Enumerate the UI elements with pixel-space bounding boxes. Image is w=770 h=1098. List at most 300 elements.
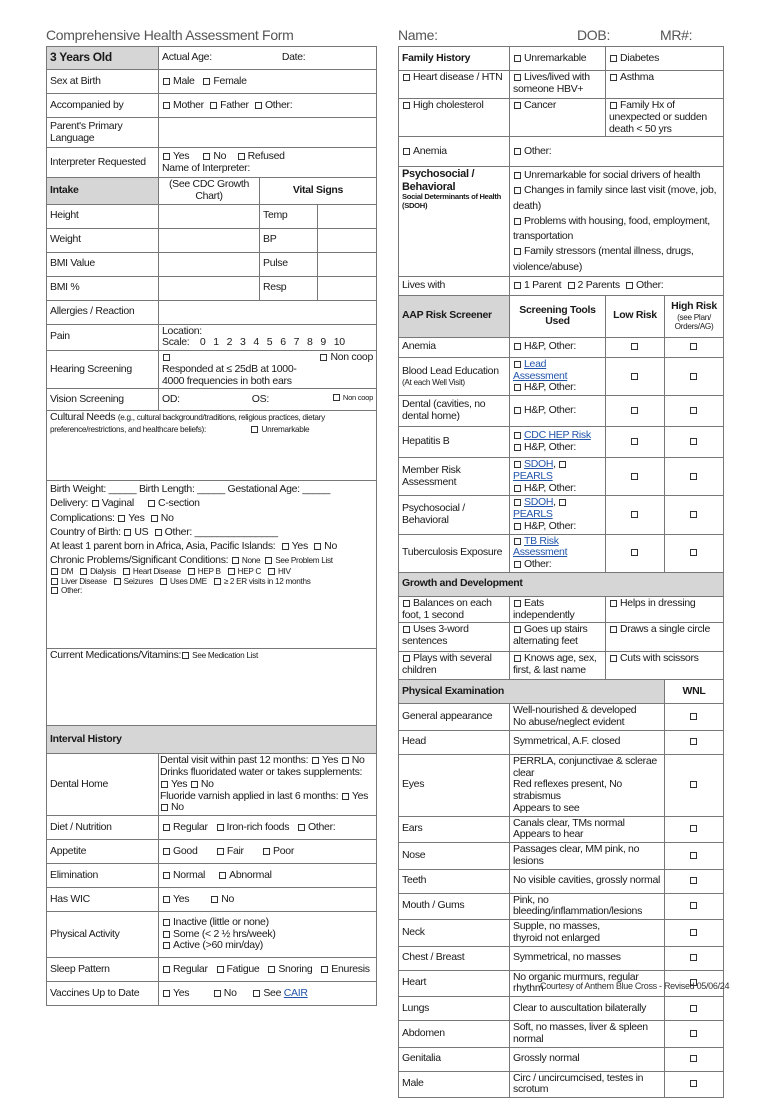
bp-field[interactable] — [318, 228, 377, 252]
hearing-noncoop-checkbox[interactable] — [320, 354, 327, 361]
sleep-label: Sleep Pattern — [47, 958, 159, 982]
cair-link[interactable]: CAIR — [283, 986, 308, 999]
fluoride-water-yes[interactable] — [161, 781, 168, 788]
diet-regular-checkbox[interactable] — [163, 824, 170, 831]
interval-history-header: Interval History — [47, 726, 377, 754]
africa-yes-label: Yes — [291, 539, 308, 552]
pe-male-label: Male — [399, 1071, 510, 1098]
psych-sdoh-link[interactable]: SDOH — [524, 496, 554, 509]
elim-normal-label: Normal — [173, 868, 206, 881]
fh-cancer-label: Cancer — [524, 99, 557, 111]
two-parents-label: 2 Parents — [577, 278, 620, 291]
elim-abnormal-label: Abnormal — [229, 868, 272, 881]
date-label: Date: — [281, 51, 306, 64]
gd-scissors-checkbox[interactable] — [610, 655, 617, 662]
dental-home-label: Dental Home — [47, 754, 159, 816]
snoring-checkbox[interactable] — [268, 966, 275, 973]
pe-lungs-text: Clear to auscultation bilaterally — [510, 997, 665, 1021]
country-label: Country of Birth: — [50, 525, 121, 538]
mra-hp-label: H&P, Other: — [524, 481, 576, 494]
os-label: OS: — [251, 392, 269, 405]
hearing-label: Hearing Screening — [47, 351, 159, 389]
gd-balances-label: Balances on each foot, 1 second — [402, 596, 492, 621]
cdc-growth-note: (See CDC Growth Chart) — [159, 178, 260, 205]
aap-tb-label: Tuberculosis Exposure — [402, 546, 503, 559]
family-history-header: Family History — [399, 47, 510, 71]
csection-checkbox[interactable] — [148, 500, 155, 507]
cdc-hep-link[interactable]: CDC HEP Risk — [524, 429, 591, 442]
pe-teeth-wnl[interactable] — [690, 877, 697, 884]
name-label: Name: — [398, 27, 438, 43]
one-parent-checkbox[interactable] — [514, 282, 521, 289]
dme-checkbox[interactable] — [160, 578, 167, 585]
see-problem-list-checkbox[interactable] — [265, 557, 272, 564]
some-activity-label: Some (< 2 ½ hrs/week) — [173, 927, 276, 940]
pe-abdomen-label: Abdomen — [399, 1021, 510, 1048]
fh-hbv-checkbox[interactable] — [514, 74, 521, 81]
sdoh-label: Social Determinants of Health (SDOH) — [402, 191, 501, 210]
vaccines-label: Vaccines Up to Date — [47, 982, 159, 1006]
dental-visit-yes[interactable] — [312, 757, 319, 764]
intake-header: Intake — [47, 178, 159, 205]
cultural-needs-title: Cultural Needs — [50, 411, 116, 424]
dme-label: Uses DME — [170, 576, 207, 586]
interp-name-label: Name of Interpreter: — [162, 161, 250, 174]
resp-label: Resp — [260, 276, 318, 300]
aap-mra-low-checkbox[interactable] — [631, 473, 638, 480]
psych-problems-checkbox[interactable] — [514, 218, 521, 225]
active-checkbox[interactable] — [163, 942, 170, 949]
gd-circle-label: Draws a single circle — [620, 623, 710, 636]
us-checkbox[interactable] — [124, 529, 131, 536]
snoring-label: Snoring — [278, 962, 313, 975]
see-med-list-checkbox[interactable] — [182, 652, 189, 659]
gd-scissors-label: Cuts with scissors — [620, 652, 699, 665]
pe-chest-label: Chest / Breast — [399, 946, 510, 970]
elim-normal-checkbox[interactable] — [163, 872, 170, 879]
meds-label: Current Medications/Vitamins: — [50, 649, 182, 662]
hiv-label: HIV — [277, 567, 291, 577]
aap-anemia-high-checkbox[interactable] — [690, 343, 697, 350]
aap-anemia-tool-checkbox[interactable] — [514, 343, 521, 350]
pe-genitalia-label: Genitalia — [399, 1047, 510, 1071]
pe-male-wnl[interactable] — [690, 1080, 697, 1087]
pe-teeth-label: Teeth — [399, 869, 510, 893]
tb-other-checkbox[interactable] — [514, 561, 521, 568]
diet-iron-label: Iron-rich foods — [226, 820, 290, 833]
pe-genitalia-text: Grossly normal — [510, 1047, 665, 1071]
psych-changes-checkbox[interactable] — [514, 187, 521, 194]
gd-knows-checkbox[interactable] — [514, 655, 521, 662]
chronic-items-row2 — [50, 577, 373, 586]
pe-abdomen-wnl[interactable] — [690, 1030, 697, 1037]
active-label: Active (>60 min/day) — [173, 939, 263, 952]
aap-psych-low-checkbox[interactable] — [631, 511, 638, 518]
psych-unremarkable-checkbox[interactable] — [514, 172, 521, 179]
csection-label: C-section — [158, 497, 200, 510]
gd-knows-label: Knows age, sex, first, & last name — [513, 652, 597, 677]
cultural-unremarkable-checkbox[interactable] — [251, 426, 258, 433]
appetite-fair-checkbox[interactable] — [217, 848, 224, 855]
elim-abnormal-checkbox[interactable] — [219, 872, 226, 879]
fh-asthma-checkbox[interactable] — [610, 74, 617, 81]
psychosocial-title: Psychosocial / Behavioral — [402, 168, 475, 193]
dental-visit-yes-label: Yes — [321, 754, 339, 767]
pulse-label: Pulse — [260, 252, 318, 276]
screening-tools-header: Screening Tools Used — [510, 295, 606, 337]
pe-nose-text: Passages clear, MM pink, no lesions — [510, 843, 665, 870]
fluoride-water-no[interactable] — [191, 781, 198, 788]
dental-visit-text: Dental visit within past 12 months: — [160, 754, 309, 767]
footer-credit: Courtesy of Anthem Blue Cross - Revised 05/06/24 — [540, 981, 730, 991]
mr-label: MR#: — [660, 27, 693, 43]
mother-label: Mother — [173, 98, 204, 111]
wic-yes-checkbox[interactable] — [163, 896, 170, 903]
enuresis-label: Enuresis — [331, 962, 370, 975]
psych-hp-checkbox[interactable] — [514, 523, 521, 530]
complications-yes-checkbox[interactable] — [118, 515, 125, 522]
pe-ears-text: Canals clear, TMs normal Appears to hear — [510, 816, 665, 843]
right-form-table: Family History Unremarkable Diabetes Heart disease / HTN Lives/lived with someone HBV+ Asthma High cholesterol Cancer Family Hx of unexpected or sudden death < 50 yrs Anemia Other: Psychosocial / Behavioral Social Determinants of Health (SDOH) Unremarkable for social drivers of health Changes in family since last visit (move, job, death) Problems with housing, food, employment, transportation Family stressors (mental illness, drugs, violence/abuse) Lives with 1 Parent 2 Parents Other: AAP Risk Screener Screening Tools Used Low Risk High Risk (see Plan/ Orders/AG) Anemia H&P, Other: Blood Lead Education (At each Well Visit) Lead Assessment H&P, Other: Dental (cavities, no dental home) H&P, Other: Hepatitis B CDC HEP Risk H&P, Other: Member Risk Assessment SDOH, PEARLS H&P, Other: Psychosocial / Behavioral SDOH, PEARLS H&P, Other: Tuberculosis Exposure TB Risk Assessment Other: Growth and Development Balances on each foot, 1 second Eats independently Helps in dressing Uses 3-word sentences Goes up stairs alternating feet Draws a single circle Plays with several children Knows age, sex, first, & last name Cuts with scissors Physical Examination WNL General appearance Well-nourished & developed No abuse/neglect evident Head Symmetrical, A.F. closed Eyes PERRLA, conjunctivae & sclerae clear Red reflexes present, No strabismus Appears to see Ears Canals clear, TMs normal Appears to hear Nose Passages clear, MM pink, no lesions Teeth No visible cavities, grossly normal Mouth / Gums Pink, no bleeding/inflammation/lesions Neck Supple, no masses, thyroid not enlarged Chest / Breast Symmetrical, no masses Heart No organic murmurs, regular rhythm Lungs Clear to auscultation bilaterally Abdomen Soft, no masses, liver & spleen normal Genitalia Grossly normal Male Circ / uncircumcised, testes in scrotum — [398, 46, 724, 1098]
pe-head-text: Symmetrical, A.F. closed — [510, 730, 665, 754]
interp-yes-label: Yes — [173, 149, 190, 162]
chronic-none-checkbox[interactable] — [232, 557, 239, 564]
fh-sudden-death-checkbox[interactable] — [610, 102, 617, 109]
varnish-yes-label: Yes — [351, 789, 369, 802]
gd-dressing-label: Helps in dressing — [620, 596, 696, 609]
fh-chol-checkbox[interactable] — [403, 102, 410, 109]
od-label: OD: — [162, 392, 180, 405]
vision-noncoop-checkbox[interactable] — [333, 394, 340, 401]
weight-field[interactable] — [159, 228, 260, 252]
vaccines-yes-checkbox[interactable] — [163, 990, 170, 997]
gd-balances-checkbox[interactable] — [403, 600, 410, 607]
aap-dental-tool-label: H&P, Other: — [524, 404, 576, 417]
pe-ears-wnl[interactable] — [690, 825, 697, 832]
accomp-other-label: Other: — [264, 98, 293, 111]
pain-scale[interactable]: Scale: 0 1 2 3 4 5 6 7 8 9 10 — [162, 336, 345, 349]
aap-anemia-tool-label: H&P, Other: — [524, 340, 576, 353]
diet-label: Diet / Nutrition — [47, 816, 159, 840]
cdc-hep-checkbox[interactable] — [514, 432, 521, 439]
male-checkbox[interactable] — [163, 78, 170, 85]
interp-yes-checkbox[interactable] — [163, 153, 170, 160]
chronic-other-checkbox[interactable] — [51, 587, 58, 594]
aap-psych-label: Psychosocial / Behavioral — [402, 502, 465, 526]
aap-mra-high-checkbox[interactable] — [690, 473, 697, 480]
inactive-checkbox[interactable] — [163, 919, 170, 926]
pulse-field[interactable] — [318, 252, 377, 276]
diet-other-checkbox[interactable] — [298, 824, 305, 831]
interp-no-checkbox[interactable] — [203, 153, 210, 160]
pe-general-wnl[interactable] — [690, 713, 697, 720]
aap-hepb-hp-checkbox[interactable] — [514, 444, 521, 451]
interp-refused-checkbox[interactable] — [238, 153, 245, 160]
er-visits-checkbox[interactable] — [214, 578, 221, 585]
wnl-header: WNL — [665, 680, 724, 704]
form-title: Comprehensive Health Assessment Form — [46, 27, 294, 43]
hepb-checkbox[interactable] — [188, 568, 195, 575]
accomp-other-checkbox[interactable] — [255, 102, 262, 109]
africa-no-label: No — [324, 539, 337, 552]
varnish-yes[interactable] — [342, 793, 349, 800]
two-parents-checkbox[interactable] — [568, 282, 575, 289]
interpreter-label: Interpreter Requested — [47, 148, 159, 178]
mother-checkbox[interactable] — [163, 102, 170, 109]
bmi-pct-label: BMI % — [47, 276, 159, 300]
pe-eyes-wnl[interactable] — [690, 781, 697, 788]
aap-lead-label: Blood Lead Education — [402, 364, 499, 377]
hearing-text: Responded at ≤ 25dB at 1000-4000 frequencies in both ears — [162, 362, 297, 387]
dob-label: DOB: — [577, 27, 611, 43]
allergies-field[interactable] — [159, 300, 377, 324]
appetite-label: Appetite — [47, 840, 159, 864]
fluoride-water-yes-label: Yes — [171, 777, 188, 790]
psych-changes-label: Changes in family since last visit (move, job, death) — [513, 184, 717, 212]
diet-iron-checkbox[interactable] — [217, 824, 224, 831]
us-label: US — [134, 525, 149, 538]
chronic-title: Chronic Problems/Significant Conditions: — [50, 554, 229, 567]
dialysis-label: Dialysis — [90, 567, 116, 577]
hepc-checkbox[interactable] — [228, 568, 235, 575]
aap-psych-high-checkbox[interactable] — [690, 511, 697, 518]
mra-hp-checkbox[interactable] — [514, 485, 521, 492]
bmi-value-field[interactable] — [159, 252, 260, 276]
enuresis-checkbox[interactable] — [321, 966, 328, 973]
aap-member-risk-label: Member Risk Assessment — [402, 463, 461, 488]
fh-other-label: Other: — [524, 144, 552, 157]
pe-eyes-label: Eyes — [399, 754, 510, 816]
pe-head-label: Head — [399, 730, 510, 754]
sleep-regular-checkbox[interactable] — [163, 966, 170, 973]
hearing-responded-checkbox[interactable] — [163, 354, 170, 361]
diabetes-checkbox[interactable] — [610, 55, 617, 62]
hiv-checkbox[interactable] — [268, 568, 275, 575]
vaccines-no-checkbox[interactable] — [214, 990, 221, 997]
appetite-good-label: Good — [173, 844, 198, 857]
actual-age-label: Actual Age: — [162, 51, 212, 64]
interp-refused-label: Refused — [247, 149, 285, 162]
mra-sdoh-checkbox[interactable] — [514, 461, 521, 468]
lead-assessment-link[interactable]: Lead Assessment — [513, 357, 568, 382]
male-label: Male — [173, 74, 195, 87]
pe-head-wnl[interactable] — [690, 738, 697, 745]
varnish-no-label: No — [171, 801, 184, 814]
pe-neck-label: Neck — [399, 920, 510, 947]
aap-dental-label: Dental (cavities, no dental home) — [402, 398, 486, 423]
high-risk-header: High Risk — [671, 299, 717, 312]
pe-chest-wnl[interactable] — [690, 954, 697, 961]
some-activity-checkbox[interactable] — [163, 931, 170, 938]
delivery-label: Delivery: — [50, 497, 89, 510]
wic-no-checkbox[interactable] — [211, 896, 218, 903]
pe-heart-text: No organic murmurs, regular rhythm — [510, 970, 665, 997]
fh-cancer-checkbox[interactable] — [514, 102, 521, 109]
pe-nose-label: Nose — [399, 843, 510, 870]
pe-nose-wnl[interactable] — [690, 852, 697, 859]
mra-pearls-checkbox[interactable] — [559, 461, 566, 468]
pe-neck-text: Supple, no masses, thyroid not enlarged — [510, 920, 665, 947]
gd-plays-label: Plays with several children — [402, 652, 492, 677]
er-visits-label: ≥ 2 ER visits in 12 months — [223, 576, 311, 586]
fluoride-varnish-text: Fluoride varnish applied in last 6 months: — [160, 789, 339, 802]
aap-tb-low-checkbox[interactable] — [631, 549, 638, 556]
aap-lead-hp-checkbox[interactable] — [514, 384, 521, 391]
dental-visit-no-label: No — [351, 754, 365, 767]
vision-label: Vision Screening — [47, 389, 159, 411]
tb-risk-checkbox[interactable] — [514, 538, 521, 545]
elimination-label: Elimination — [47, 864, 159, 888]
gd-dressing-checkbox[interactable] — [610, 600, 617, 607]
aap-anemia-label: Anemia — [402, 340, 436, 353]
pe-ears-label: Ears — [399, 816, 510, 843]
fatigue-label: Fatigue — [226, 962, 260, 975]
pe-heart-label: Heart — [399, 970, 510, 997]
gd-eats-label: Eats independently — [513, 596, 575, 621]
female-checkbox[interactable] — [203, 78, 210, 85]
psych-stressors-label: Family stressors (mental illness, drugs, violence/abuse) — [513, 245, 694, 273]
father-checkbox[interactable] — [210, 102, 217, 109]
complications-no-checkbox[interactable] — [151, 515, 158, 522]
hearing-noncoop-label: Non coop — [330, 351, 373, 363]
aap-dental-low-checkbox[interactable] — [631, 407, 638, 414]
aap-hepb-low-checkbox[interactable] — [631, 438, 638, 445]
dm-label: DM — [61, 567, 74, 577]
lives-with-label: Lives with — [399, 276, 510, 295]
psych-stressors-checkbox[interactable] — [514, 248, 521, 255]
birth-line[interactable]: Birth Weight: _____ Birth Length: _____ Gestational Age: _____ — [50, 483, 331, 496]
fh-asthma-label: Asthma — [620, 71, 654, 83]
pe-male-text: Circ / uncircumcised, testes in scrotum — [510, 1071, 665, 1098]
pe-neck-wnl[interactable] — [690, 929, 697, 936]
diabetes-label: Diabetes — [620, 51, 660, 64]
sex-label: Sex at Birth — [47, 70, 159, 94]
aap-dental-tool-checkbox[interactable] — [514, 407, 521, 414]
allergies-label: Allergies / Reaction — [47, 300, 159, 324]
aap-hepb-high-checkbox[interactable] — [690, 438, 697, 445]
dialysis-checkbox[interactable] — [80, 568, 87, 575]
gd-sentences-checkbox[interactable] — [403, 626, 410, 633]
fh-unremarkable-label: Unremarkable — [524, 51, 587, 64]
fh-heart-checkbox[interactable] — [403, 74, 410, 81]
left-form-table — [46, 46, 377, 1006]
aap-tb-high-checkbox[interactable] — [690, 549, 697, 556]
gd-eats-checkbox[interactable] — [514, 600, 521, 607]
psych-sdoh-checkbox[interactable] — [514, 499, 521, 506]
liver-checkbox[interactable] — [51, 578, 58, 585]
gd-circle-checkbox[interactable] — [610, 626, 617, 633]
weight-label: Weight — [47, 228, 159, 252]
aap-lead-high-checkbox[interactable] — [690, 373, 697, 380]
one-parent-label: 1 Parent — [524, 278, 562, 291]
temp-field[interactable] — [318, 204, 377, 228]
activity-label: Physical Activity — [47, 912, 159, 958]
fh-unremarkable-checkbox[interactable] — [514, 55, 521, 62]
wic-label: Has WIC — [47, 888, 159, 912]
varnish-no[interactable] — [161, 804, 168, 811]
chronic-other-label: Other: — [61, 586, 82, 596]
hepb-label: HEP B — [197, 567, 221, 577]
fatigue-checkbox[interactable] — [217, 966, 224, 973]
seizures-label: Seizures — [123, 576, 154, 586]
mra-sdoh-link[interactable]: SDOH — [524, 458, 554, 471]
mra-pearls-link[interactable]: PEARLS — [513, 469, 553, 482]
fh-hbv-label: Lives/lived with someone HBV+ — [513, 71, 590, 95]
bmi-pct-field[interactable] — [159, 276, 260, 300]
vision-noncoop-label: Non coop — [342, 392, 373, 402]
see-cair-checkbox[interactable] — [253, 990, 260, 997]
vaginal-checkbox[interactable] — [92, 500, 99, 507]
bp-label: BP — [260, 228, 318, 252]
gd-stairs-checkbox[interactable] — [514, 626, 521, 633]
appetite-poor-checkbox[interactable] — [263, 848, 270, 855]
dental-visit-no[interactable] — [342, 757, 349, 764]
fh-sudden-death-label: Family Hx of unexpected or sudden death < 50 yrs — [609, 99, 707, 135]
pe-chest-text: Symmetrical, no masses — [510, 946, 665, 970]
gd-sentences-label: Uses 3-word sentences — [402, 623, 469, 648]
gd-plays-checkbox[interactable] — [403, 655, 410, 662]
fluoride-water-text: Drinks fluoridated water or takes supplements: — [160, 766, 363, 778]
pe-eyes-text: PERRLA, conjunctivae & sclerae clear Red reflexes present, No strabismus Appears to see — [510, 754, 665, 816]
appetite-poor-label: Poor — [273, 844, 295, 857]
aap-header: AAP Risk Screener — [399, 295, 510, 337]
see-label: See — [263, 986, 282, 999]
seizures-checkbox[interactable] — [114, 578, 121, 585]
complications-yes-label: Yes — [128, 511, 145, 524]
lives-other-label: Other: — [636, 278, 664, 291]
tb-risk-link[interactable]: TB Risk Assessment — [513, 534, 568, 559]
vaccines-yes-label: Yes — [173, 986, 190, 999]
aap-dental-high-checkbox[interactable] — [690, 407, 697, 414]
aap-hepb-label: Hepatitis B — [402, 435, 450, 448]
age-header: 3 Years Old — [47, 47, 159, 70]
africa-yes-checkbox[interactable] — [282, 543, 289, 550]
inactive-label: Inactive (little or none) — [173, 915, 269, 928]
complications-label: Complications: — [50, 511, 115, 524]
resp-field[interactable] — [318, 276, 377, 300]
psych-pearls-checkbox[interactable] — [559, 499, 566, 506]
fh-anemia-checkbox[interactable] — [403, 148, 410, 155]
aap-lead-low-checkbox[interactable] — [631, 373, 638, 380]
height-field[interactable] — [159, 204, 260, 228]
appetite-good-checkbox[interactable] — [163, 848, 170, 855]
language-field[interactable] — [159, 118, 377, 148]
pe-mouth-wnl[interactable] — [690, 902, 697, 909]
fh-other-checkbox[interactable] — [514, 148, 521, 155]
height-label: Height — [47, 204, 159, 228]
tb-other-label: Other: — [524, 558, 552, 571]
aap-anemia-low-checkbox[interactable] — [631, 343, 638, 350]
appetite-fair-label: Fair — [226, 844, 244, 857]
lives-other-checkbox[interactable] — [626, 282, 633, 289]
heart-disease-label: Heart Disease — [132, 567, 181, 577]
fluoride-water-no-label: No — [200, 777, 214, 790]
other-country-checkbox[interactable] — [155, 529, 162, 536]
pe-general-text: Well-nourished & developed No abuse/neglect evident — [510, 704, 665, 731]
language-label: Parent's Primary Language — [47, 118, 159, 148]
interp-no-label: No — [213, 149, 227, 162]
hepc-label: HEP C — [237, 567, 261, 577]
pe-genitalia-wnl[interactable] — [690, 1055, 697, 1062]
father-label: Father — [220, 98, 249, 111]
lead-assessment-checkbox[interactable] — [514, 361, 521, 368]
other-country-label: Other: _______________ — [164, 525, 278, 538]
africa-no-checkbox[interactable] — [314, 543, 321, 550]
psych-pearls-link[interactable]: PEARLS — [513, 508, 553, 521]
heart-disease-checkbox[interactable] — [123, 568, 130, 575]
pe-lungs-wnl[interactable] — [690, 1005, 697, 1012]
dm-checkbox[interactable] — [51, 568, 58, 575]
